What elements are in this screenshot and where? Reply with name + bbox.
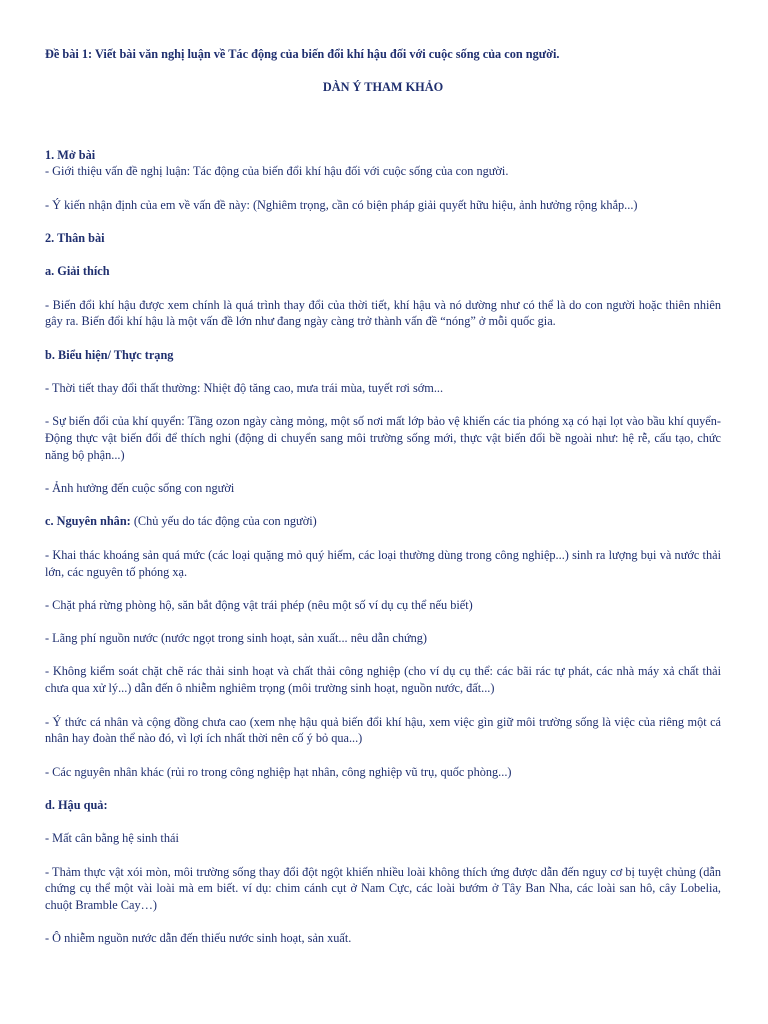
- consequences-paragraph-3: - Ô nhiễm nguồn nước dẫn đến thiếu nước sinh hoạt, sản xuất.: [45, 931, 352, 946]
- section-heading-body: 2. Thân bài: [45, 230, 105, 245]
- assignment-title: Đề bài 1: Viết bài văn nghị luận về Tác động của biến đổi khí hậu đối với cuộc sống của con người.: [45, 47, 560, 61]
- consequences-paragraph-1: - Mất cân bằng hệ sinh thái: [45, 831, 179, 846]
- causes-paragraph-6: - Các nguyên nhân khác (rủi ro trong công nghiệp hạt nhân, công nghiệp vũ trụ, quốc phòng...): [45, 764, 512, 779]
- subsection-heading-manifestation: b. Biểu hiện/ Thực trạng: [45, 347, 174, 362]
- explanation-paragraph-1: - Biến đổi khí hậu được xem chính là quá trình thay đổi của thời tiết, khí hậu và nó dường như có thể là do con người hoặc thiên nhiên gây ra. Biến đổi khí hậu là một vấn đề lớn như đang ngày càng trở thành vấn đề “nóng” ở mỗi quốc gia.: [45, 297, 721, 329]
- subsection-heading-causes: c. Nguyên nhân:: [45, 514, 131, 529]
- causes-paragraph-4: - Không kiểm soát chặt chẽ rác thải sinh hoạt và chất thải công nghiệp (cho ví dụ cụ thể: các bãi rác tự phát, các nhà máy xả chất thải chưa qua xử lý...) dẫn đến ô nhiễm nghiêm trọng (môi trường sinh hoạt, nguồn nước, đất...): [45, 664, 721, 696]
- spacer: [45, 96, 721, 147]
- subsection-heading-explanation: a. Giải thích: [45, 264, 110, 279]
- manifestation-paragraph-2: - Sự biến đổi của khí quyển: Tầng ozon ngày càng mỏng, một số nơi mất lớp bảo vệ khiến các tia phóng xạ có hại lọt vào bầu khí quyển- Động thực vật biến đổi để thích nghi (động di chuyển sang môi trường sống mới, thực vật biến đổi bề ngoài như: hệ rễ, cấu tạo, chức năng bộ phận...): [45, 414, 721, 462]
- outline-title: DÀN Ý THAM KHẢO: [322, 79, 444, 94]
- causes-paragraph-3: - Lãng phí nguồn nước (nước ngọt trong sinh hoạt, sản xuất... nêu dẫn chứng): [45, 631, 428, 646]
- manifestation-paragraph-3: - Ảnh hưởng đến cuộc sống con người: [45, 481, 235, 496]
- manifestation-paragraph-1: - Thời tiết thay đổi thất thường: Nhiệt độ tăng cao, mưa trái mùa, tuyết rơi sớm...: [45, 380, 444, 395]
- consequences-paragraph-2: - Thảm thực vật xói mòn, môi trường sống thay đổi đột ngột khiến nhiều loài không thích ứng được dẫn đến nguy cơ bị tuyệt chủng (dẫn chứng cụ thể một vài loài mà em biết. ví dụ: chim cánh cụt ở Nam Cực, các loài bướm ở Tây Ban Nha, các loài san hô, cây Lobelia, chuột Bramble Cay…): [45, 864, 721, 913]
- section-heading-intro: 1. Mở bài: [45, 147, 96, 162]
- subsection-heading-causes-line: [45, 513, 721, 530]
- intro-paragraph-2: - Ý kiến nhận định của em về vấn đề này: (Nghiêm trọng, cần có biện pháp giải quyết hữu hiệu, ảnh hưởng rộng khắp...): [45, 197, 638, 212]
- intro-paragraph-1: - Giới thiệu vấn đề nghị luận: Tác động của biến đổi khí hậu đối với cuộc sống của con người.: [45, 164, 509, 179]
- causes-paragraph-2: - Chặt phá rừng phòng hộ, săn bắt động vật trái phép (nêu một số ví dụ cụ thể nếu biết): [45, 597, 473, 612]
- causes-heading-note: (Chủ yếu do tác động của con người): [130, 514, 317, 529]
- causes-paragraph-5: - Ý thức cá nhân và cộng đồng chưa cao (xem nhẹ hậu quả biến đổi khí hậu, xem việc gìn giữ môi trường sống là việc của riêng một cá nhân hay đoàn thể nào đó, vì lợi ích nhất thời nên cố ý bỏ qua...): [45, 714, 721, 746]
- subsection-heading-consequences: d. Hậu quả:: [45, 797, 108, 812]
- causes-paragraph-1: - Khai thác khoáng sản quá mức (các loại quặng mỏ quý hiếm, các loại thường dùng trong công nghiệp...) sinh ra lượng bụi và nước thải lớn, các nguyên tố phóng xạ.: [45, 547, 721, 579]
